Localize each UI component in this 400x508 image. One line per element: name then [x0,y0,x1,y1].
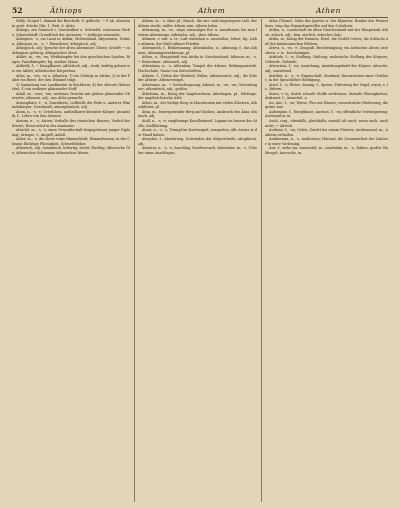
column-divider [261,19,262,502]
entry-paragraph: Atout, n., -s, -s; Trumpf im Kartenspiel; ausspielen; alle Atouts in der Hand haben. [138,128,257,137]
entry-paragraph: Attila, m., König der Hunnen, Etzel, die Geißel Gottes; die Schlacht auf den katalaunischen Feldern. [265,37,388,46]
page-number: 52 [12,6,23,15]
entry-paragraph: Athenäum, n., -s, Athenäen; Tempel der Athene; Bildungsanstalt, Hochschule; Name von Zeitschriften. [138,64,257,74]
headword-left: Äthiops [50,6,83,15]
entry-paragraph: Athos, m., der heilige Berg in Macedonien mit vielen Klöstern; Athosklöster, pl. [138,100,257,110]
entry-paragraph: Attika, n., Landschaft im alten Griechenland mit der Hauptstadt Athen; attisch, adj., fein, zierlich; attisches Salz. [265,28,388,37]
entry-paragraph: Athene, f., Göttin der Weisheit, Pallas; athenienisch, adj.; die Eule der Athene; Athenetempel. [138,73,257,83]
entry-paragraph: Atheismus, m., ~ Gottesleugnung; Atheist, m., -en, -en; Gottesleugner; atheistisch, adj., gottlos. [138,82,257,92]
page-header [12,5,388,16]
headword-center: Athem [198,6,226,15]
entry-paragraph: Athmen, v. intr. u. tr.; Luft einziehen u. ausstoßen; leben; fig. Liebe athmen; der Wald athmet Frieden. [138,37,257,46]
text-column-2 [138,19,257,502]
entry-paragraph: 3) Sammlung von Landkarten in Buchform; 4) der oberste Halswirbel; 5) ein seidener glänzender Stoff. [12,82,130,92]
entry-paragraph: Attraction, f., -en; Anziehung, Anziehungskraft der Körper; attractiv, adj., anziehend. [265,64,388,74]
entry-paragraph: Audienz, f., -en; Gehör, Zutritt bei einem Fürsten; Audienzsaal, m.; Audienz ertheilen. [265,128,388,137]
entry-paragraph: Atrium, n., -s, Atrien; Vorhalle des römischen Hauses; Vorhof der Kirche; Herzvorhof in der Anatomie. [12,119,130,128]
entry-paragraph: Äthiopien, -s, ein Land in Afrika; Mohrenland, Abyssinien, Nubien. Äthiopier, m., -s, ~ Einwohner; äthiopisch, adj. [12,37,130,46]
entry-paragraph: Äthelstan, m., König der Angelsachsen; Athelingen, pl., Edelinge, der angelsächsische Adel. [138,91,257,101]
entry-paragraph: Au, Aue, f., -en; Wiese, Flur am Wasser; wasserreiche Niederung; die grüne Aue. [265,100,388,110]
entry-paragraph: Ätherisch, adj., himmlisch, luftartig, leicht, flüchtig; ätherische Öle; ätherischer Schimmer, ätherisches Wesen. [12,146,130,155]
entry-paragraph: Attest, n., -es, -e; Zeugniß, Bescheinigung; ein ärztliches Attest; attestiren, v. tr., bescheinigen. [265,46,388,55]
entry-paragraph: Atmosphäre, f., -n; Dunstkreis, Lufthülle der Erde u. anderer Himmelskörper; Druckmaß; atmosphärisch, adj. [12,100,130,110]
entry-paragraph: Athlet, m., -en, -en; Wettkämpfer bei den griechischen Spielen, Ringer, Faustkämpfer; fig. starker Mann. [12,55,130,64]
entry-paragraph: Attentat, n., -s, -e; Anschlag, Mordversuch; Attentäter, m., -s, Urheber eines Anschlages. [138,146,257,155]
entry-paragraph: Äthiops, ein Gemisch v. Quecksilber u. Schwefel, schwarzer Farbe; Mineralstoff, Grundtheil der Arzneien; ~ Aethiops mineralis. [12,28,130,37]
entry-paragraph: Athemzug, m., -es, -züge; einmaliges Ein- u. Ausathmen; bis zum letzten Athemzuge; Athemlos, adj., ohne Athem. [138,28,257,37]
header-rule [12,17,388,18]
entry-paragraph: Atoll, n., -s, -e; ringförmige Koralleninsel; Lagune im Innern des Atolls; Atollbildung. [138,119,257,128]
entry-paragraph: Attitüde, f., -n; Stellung, Haltung; malerische Stellung des Körpers; Geberde, Gebärde. [265,55,388,64]
column-divider [134,19,135,502]
entry-paragraph: Ätna, m., feuerspeiender Berg auf Sicilien; Ausbruch des Ätna; ätnäisch, adj. [138,109,257,119]
entry-paragraph: Äther, m., -s; die obere reine Himmelsluft; Himmelsraum; in der Chemie flüchtige Flüssigkeit, Schwefeläther. [12,137,130,146]
entry-paragraph: Atom, n., -s, -e; Urteilchen, untheilbarer kleinster Körper; Atomistik, f., Lehre von den Atomen. [12,109,130,119]
text-column-1 [12,19,130,502]
entry-paragraph: Ätzen, v. tr., durch scharfe Stoffe zerfressen; ätzende Flüssigkeiten; Ätzkunst, f.; Ätzmittel, n. [265,91,388,101]
entry-paragraph: Auch, conj., ebenfalls, gleichfalls; sowohl als auch; wenn auch; auch nicht; ~ Adverb. [265,119,388,128]
entry-paragraph: Attribut, n., -s, -e; Eigenschaft, Merkmal; Kennzeichen einer Gottheit; in der Sprachlehre Beifügung. [265,73,388,83]
entry-paragraph: Athletik, f., ~ Kampfkunst; athletisch, adj., stark, kräftig gebaut wie ein Athlet; athletischer Körperbau. [12,64,130,74]
entry-paragraph: Attaché, m., -s, -s; einer Gesandtschaft beigegebener junger Diplomat; Attaque, f., Angriff, Anfall. [12,128,130,137]
entry-paragraph: Atlas (Titane), Sohn des Japetos u. der Klymene, Bruder des Prometheus, trug das Himmelsgewölbe auf den Schultern. [265,19,388,28]
entry-paragraph: Atzel, f., -n; Elster; Atzung, f., Speise, Fütterung der Vögel; atzen, v. tr., füttern. [265,82,388,92]
entry-paragraph: Aue, f., siehe Au; Auenwald, m.; Auerhahn, m., -s, -hähne; großer Waldvogel; Auerochs, m. [265,146,388,155]
entry-paragraph: Athem, m., -s, ohne pl.; Hauch, die aus- und eingezogene Luft; der Athem stockt; außer Athem sein; Athem holen. [138,19,257,28]
headword-right: Athen [316,6,341,15]
entry-paragraph: Atlas, m., -ses, -se u. Atlanten; 1) ein Gebirge in Afrika; 2) in der Fabel ein Riese, der den Himmel trägt. [12,73,130,83]
entry-paragraph: Auditorium, n., -s, Auditorien; Hörsaal; die Gesammtheit der Zuhörer in einer Vorlesung. [265,137,388,146]
entry-paragraph: Äthiopisch, adj. Sprache der alten Abessinier, Gheez; Schrift ~ zu Äthiopien gehörig; Äthiopisches Meer. [12,46,130,55]
entry-paragraph: Atlaß, m., -sses, -sse; seidenes Gewebe mit glatter glänzender Oberseite; atlassen, adj., aus Atlas gemacht. [12,91,130,101]
entry-paragraph: Atrophie, f., Abzehrung, Schwinden der Körpertheile; atrophisch, adj. [138,137,257,146]
text-column-3 [265,19,388,502]
entry-paragraph: Hölly: Ecopel l. dämaal die Beschrift. d. geflocht. ~ F ab. Alsatien in gedr. Stücke Nbr. 1. Weil. d. Ätzte. [12,19,130,28]
entry-paragraph: Athemnoth, f., Beklemmung; Athemholen, n.; Athmung, f., das Athmen; Athmungswerkzeuge, pl. [138,46,257,55]
entry-paragraph: Aubergine, f., Eierpflanze; Auction, f., -en; öffentliche Versteigerung; Auctionator, m. [265,109,388,119]
entry-paragraph: Athen, n., Hauptstadt von Attika in Griechenland; Athener, m., -s, ~ Einwohner; athenisch, adj. [138,55,257,64]
